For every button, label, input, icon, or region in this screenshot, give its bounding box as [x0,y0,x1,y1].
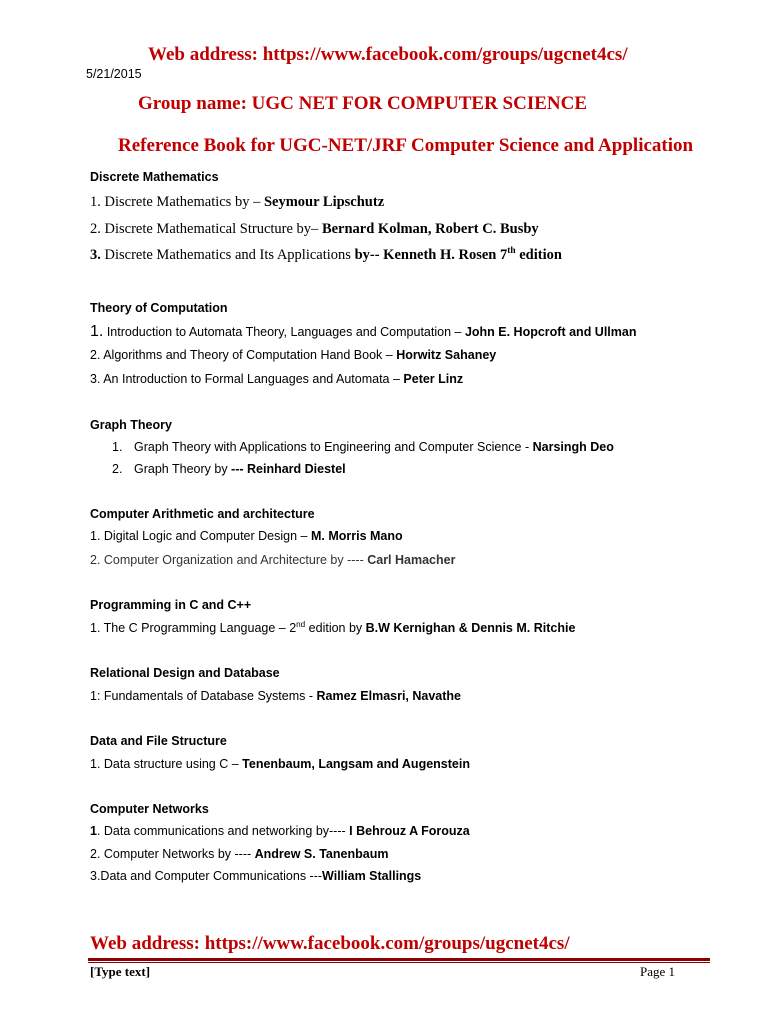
edition-text: edition by [305,621,366,635]
list-item [90,689,461,703]
item-number: 1. [112,440,123,454]
book-title: Graph Theory with Applications to Engineering and Computer Science - [134,440,533,454]
book-author: Bernard Kolman, Robert C. Busby [321,221,539,237]
list-item [90,372,463,386]
book-author: Seymour Lipschutz [263,194,385,210]
book-author [355,247,562,263]
book-title: 2. Computer Networks by ---- [90,847,255,861]
section-data-structure-title: Data and File Structure [90,734,227,748]
book-author: Narsingh Deo [532,440,614,454]
book-author: John E. Hopcroft and Ullman [464,325,637,339]
list-item [112,440,614,454]
item-number: 1 [90,824,97,838]
list-item [90,757,470,771]
book-author: B.W Kernighan & Dennis M. Ritchie [365,621,576,635]
book-title: 1. Data structure using C – [90,757,243,771]
list-item [90,529,403,543]
book-title: 2. Computer Organization and Architecture by ---- [90,553,368,567]
footer-placeholder-text: [Type text] [90,964,151,979]
book-title: 2. Discrete Mathematical Structure by– [90,221,322,237]
book-title: 1. The C Programming Language – 2 [90,621,297,635]
list-item [90,247,562,264]
group-name: Group name: UGC NET FOR COMPUTER SCIENCE [138,93,588,114]
book-author: Horwitz Sahaney [396,348,497,362]
book-title: 1: Fundamentals of Database Systems - [90,689,317,703]
book-title: 1. Discrete Mathematics by – [90,194,264,210]
book-author: I Behrouz A Forouza [349,824,470,838]
item-number: 3. [90,247,101,263]
superscript: nd [296,619,306,629]
book-author: William Stallings [322,869,422,883]
list-item [90,323,636,341]
list-item [90,621,575,635]
date: 5/21/2015 [86,67,142,81]
section-architecture-title: Computer Arithmetic and architecture [90,507,315,521]
list-item [90,221,539,238]
list-item [112,462,346,476]
section-networks-title: Computer Networks [90,802,209,816]
edition-suffix: edition [515,247,562,263]
book-author: Carl Hamacher [367,553,456,567]
footer-divider-thin [88,962,710,963]
section-toc-title: Theory of Computation [90,301,228,315]
list-item [90,847,388,861]
book-author: Tenenbaum, Langsam and Augenstein [242,757,470,771]
list-item [90,869,421,883]
book-author: --- Reinhard Diestel [231,462,346,476]
footer-web-address: Web address: https://www.facebook.com/groups/ugcnet4cs/ [90,933,570,954]
list-item [90,194,384,211]
page-number: Page 1 [640,964,676,979]
book-author: Ramez Elmasri, Navathe [316,689,462,703]
book-title: 1. Digital Logic and Computer Design – [90,529,311,543]
author-text: by-- Kenneth H. Rosen 7 [354,247,508,263]
footer-divider [88,958,710,961]
section-programming-title: Programming in C and C++ [90,598,252,612]
book-author: M. Morris Mano [310,529,403,543]
superscript: th [507,246,516,257]
book-title: 3.Data and Computer Communications --- [90,869,323,883]
book-title: Graph Theory by [134,462,232,476]
section-graph-theory-title: Graph Theory [90,418,172,432]
book-title: 3. An Introduction to Formal Languages and Automata – [90,372,404,386]
section-discrete-math-title: Discrete Mathematics [90,170,219,184]
reference-title: Reference Book for UGC-NET/JRF Computer Science and Application [118,135,694,156]
book-title: 2. Algorithms and Theory of Computation Hand Book – [90,348,397,362]
book-title: . Data communications and networking by---- [96,824,350,838]
header-web-address: Web address: https://www.facebook.com/groups/ugcnet4cs/ [148,44,628,65]
book-author: Andrew S. Tanenbaum [254,847,389,861]
book-author: Peter Linz [403,372,464,386]
item-number: 1. [90,323,104,340]
item-number: 2. [112,462,123,476]
book-title: Introduction to Automata Theory, Languages and Computation – [103,325,465,339]
list-item [90,553,455,567]
list-item [90,824,470,838]
section-database-title: Relational Design and Database [90,666,280,680]
list-item [90,348,496,362]
book-title: Discrete Mathematics and Its Applications [100,247,355,263]
